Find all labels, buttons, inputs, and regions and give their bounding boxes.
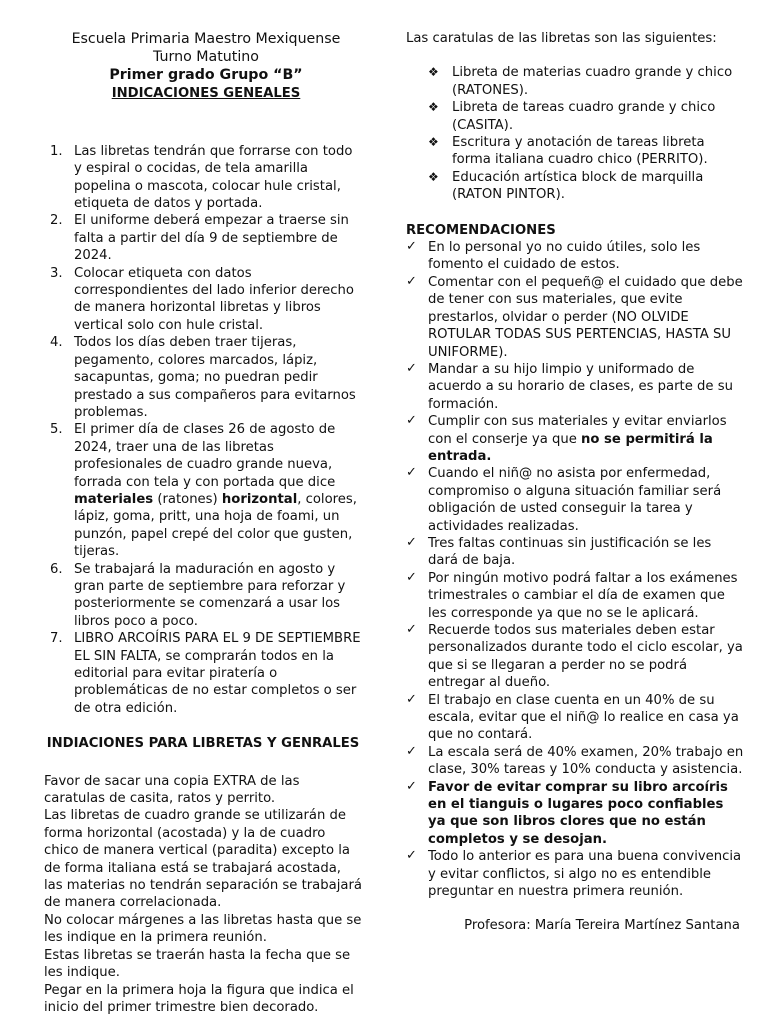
recommendation-item <box>406 274 744 361</box>
recommendation-text: La escala será de 40% examen, 20% trabajo en clase, 30% tareas y 10% conducta y asistencia. <box>428 744 744 778</box>
instruction-bold-text: horizontal <box>221 491 298 507</box>
left-column <box>44 30 362 1016</box>
recommendation-item <box>406 465 744 535</box>
school-shift: Turno Matutino <box>153 49 259 66</box>
recommendation-text: Todo lo anterior es para una buena convivencia y evitar conflictos, si algo no es entendible preguntar en nuestra primera reunión. <box>428 849 742 900</box>
cover-item-text: Escritura y anotación de tareas libreta forma italiana cuadro chico (PERRITO). <box>452 135 708 168</box>
recommendations-list <box>406 239 744 900</box>
recommendation-text: Tres faltas continuas sin justificación se les dará de baja. <box>428 535 712 569</box>
cover-item-text: Libreta de materias cuadro grande y chico (RATONES). <box>452 65 733 98</box>
checkmark-icon: ✓ <box>406 273 417 289</box>
covers-list <box>406 64 744 203</box>
notebooks-paragraph: No colocar márgenes a las libretas hasta que se les indique en la primera reunión. <box>44 912 362 946</box>
diamond-bullet-icon: ❖ <box>428 100 439 115</box>
cover-item-text: Libreta de tareas cuadro grande y chico (CASITA). <box>452 100 716 133</box>
instruction-text: Todos los días deben traer tijeras, pegamento, colores marcados, lápiz, sacapuntas, goma; no puedran pedir prestado a sus compañeros para evitarnos problemas. <box>74 335 356 420</box>
notebooks-paragraph: Estas libretas se traerán hasta la fecha que se les indique. <box>44 947 351 981</box>
recommendation-text: Cumplir con sus materiales y evitar enviarlos con el conserje ya que <box>428 414 727 447</box>
checkmark-icon: ✓ <box>406 465 417 481</box>
diamond-bullet-icon: ❖ <box>428 135 439 150</box>
instruction-number: 5. <box>50 422 63 438</box>
instruction-text: (ratones) <box>153 491 222 507</box>
checkmark-icon: ✓ <box>406 534 417 550</box>
instruction-number: 1. <box>50 143 63 159</box>
instruction-item <box>44 630 362 717</box>
teacher-signature: Profesora: María Tereira Martínez Santana <box>464 917 740 933</box>
instruction-text: El primer día de clases 26 de agosto de 2024, traer una de las libretas profesionales de cuadro grande nueva, forrada con tela y con portada que dice <box>74 422 336 490</box>
instruction-item <box>44 265 362 335</box>
instruction-number: 3. <box>50 265 63 281</box>
instruction-item <box>44 334 362 421</box>
recommendation-item <box>406 744 744 779</box>
covers-intro: Las caratulas de las libretas son las siguientes: <box>406 31 717 46</box>
notebooks-paragraph: Pegar en la primera hoja la figura que indica el inicio del primer trimestre bien decorado. <box>44 982 354 1015</box>
checkmark-icon: ✓ <box>406 413 417 429</box>
recommendation-item <box>406 848 744 900</box>
instruction-text: Se trabajará la maduración en agosto y gran parte de septiembre para reforzar y posteriormente se comenzará a usar los libros poco a poco. <box>74 561 346 629</box>
notebooks-paragraph: Las libretas de cuadro grande se utilizarán de forma horizontal (acostada) y la de cuadro chico de manera vertical (paradita) excepto la de forma italiana está se trabajará acostada, las materias no tendrán separación se trabajará de manera correlacionada. <box>44 808 362 911</box>
instruction-number: 4. <box>50 335 63 351</box>
checkmark-icon: ✓ <box>406 569 417 585</box>
instruction-item <box>44 561 362 631</box>
notebooks-section-title: INDIACIONES PARA LIBRETAS Y GENRALES <box>46 736 360 752</box>
recommendation-text: Recuerde todos sus materiales deben estar personalizados durante todo el ciclo escolar, ya que si se llegaran a perder no se podrá entregar al dueño. <box>428 623 743 691</box>
checkmark-icon: ✓ <box>406 622 417 637</box>
recommendation-item <box>406 535 744 570</box>
cover-item <box>428 64 744 99</box>
instruction-bold-text: materiales <box>74 491 154 507</box>
instruction-number: 7. <box>50 631 63 647</box>
recommendation-item <box>406 692 744 744</box>
recommendation-text: Mandar a su hijo limpio y uniformado de acuerdo a su horario de clases, es parte de su formación. <box>428 361 733 412</box>
instruction-text: El uniforme deberá empezar a traerse sin falta a partir del día 9 de septiembre de 2024. <box>74 213 349 264</box>
diamond-bullet-icon: ❖ <box>428 65 439 80</box>
recommendation-text: El trabajo en clase cuenta en un 40% de su escala, evitar que el niñ@ lo realice en casa ya que no contará. <box>428 692 739 743</box>
checkmark-icon: ✓ <box>406 691 417 707</box>
instruction-item <box>44 143 362 213</box>
instruction-number: 6. <box>50 561 63 577</box>
instruction-item <box>44 421 362 560</box>
diamond-bullet-icon: ❖ <box>428 169 439 184</box>
grade-group: Primer grado Grupo “B” <box>109 67 303 84</box>
checkmark-icon: ✓ <box>406 848 417 864</box>
checkmark-icon: ✓ <box>406 360 417 376</box>
recommendation-item <box>406 361 744 413</box>
recommendation-bold-text: Favor de evitar comprar su libro arcoíris en el tianguis o lugares poco confiables ya que son libros clores que no están completos y se desojan. <box>428 779 728 847</box>
recommendation-text: Por ningún motivo podrá faltar a los exámenes trimestrales o cambiar el día de examen que les corresponde ya que no se le aplicará. <box>428 570 738 621</box>
cover-item <box>428 169 744 204</box>
school-name: Escuela Primaria Maestro Mexiquense <box>71 31 341 47</box>
cover-item-text: Educación artística block de marquilla (RATON PINTOR). <box>452 169 704 203</box>
recommendation-text: Comentar con el pequeñ@ el cuidado que debe de tener con sus materiales, que evite prestarlos, olvidar o perder (NO OLVIDE ROTULAR TODAS SUS PERTENCIAS, HASTA SU UNIFORME). <box>428 274 743 360</box>
recommendation-text: Cuando el niñ@ no asista por enfermedad, compromiso o alguna situación familiar será obligación de usted conseguir la tarea y actividades realizadas. <box>428 466 722 534</box>
cover-item <box>428 134 744 169</box>
notebooks-paragraph: Favor de sacar una copia EXTRA de las caratulas de casita, ratos y perrito. <box>44 773 300 807</box>
recommendation-item <box>406 779 744 849</box>
instruction-text: LIBRO ARCOÍRIS PARA EL 9 DE SEPTIEMBRE EL SIN FALTA, se comprarán todos en la editorial para evitar piratería o problemáticas de no estar completos o ser de otra edición. <box>74 631 361 716</box>
recommendation-item <box>406 239 744 274</box>
recommendation-item <box>406 570 744 622</box>
instruction-text: , colores, lápiz, goma, pritt, una hoja de foami, un punzón, papel crepé del color que gusten, tijeras. <box>74 491 357 560</box>
recommendation-item <box>406 413 744 465</box>
recommendation-bold-text: no se permitirá la entrada. <box>428 431 713 464</box>
cover-item <box>428 99 744 134</box>
right-column <box>406 30 744 934</box>
recommendation-item <box>406 622 744 692</box>
checkmark-icon: ✓ <box>406 239 417 255</box>
checkmark-icon: ✓ <box>406 743 417 759</box>
instruction-text: Colocar etiqueta con datos correspondientes del lado inferior derecho de manera horizontal libretas y libros vertical solo con hule cristal. <box>74 265 354 333</box>
instructions-list <box>44 143 362 717</box>
document-header <box>50 30 362 103</box>
recommendations-title: RECOMENDACIONES <box>406 222 556 238</box>
recommendation-text: En lo personal yo no cuido útiles, solo les fomento el cuidado de estos. <box>428 240 701 273</box>
instruction-item <box>44 212 362 264</box>
instruction-text: Las libretas tendrán que forrarse con todo y espiral o cocidas, de tela amarilla popelina o mascota, colocar hule cristal, etiqueta de datos y portada. <box>74 143 353 212</box>
checkmark-icon: ✓ <box>406 778 417 794</box>
general-instructions-heading: INDICACIONES GENEALES <box>111 85 301 101</box>
instruction-number: 2. <box>50 213 63 229</box>
